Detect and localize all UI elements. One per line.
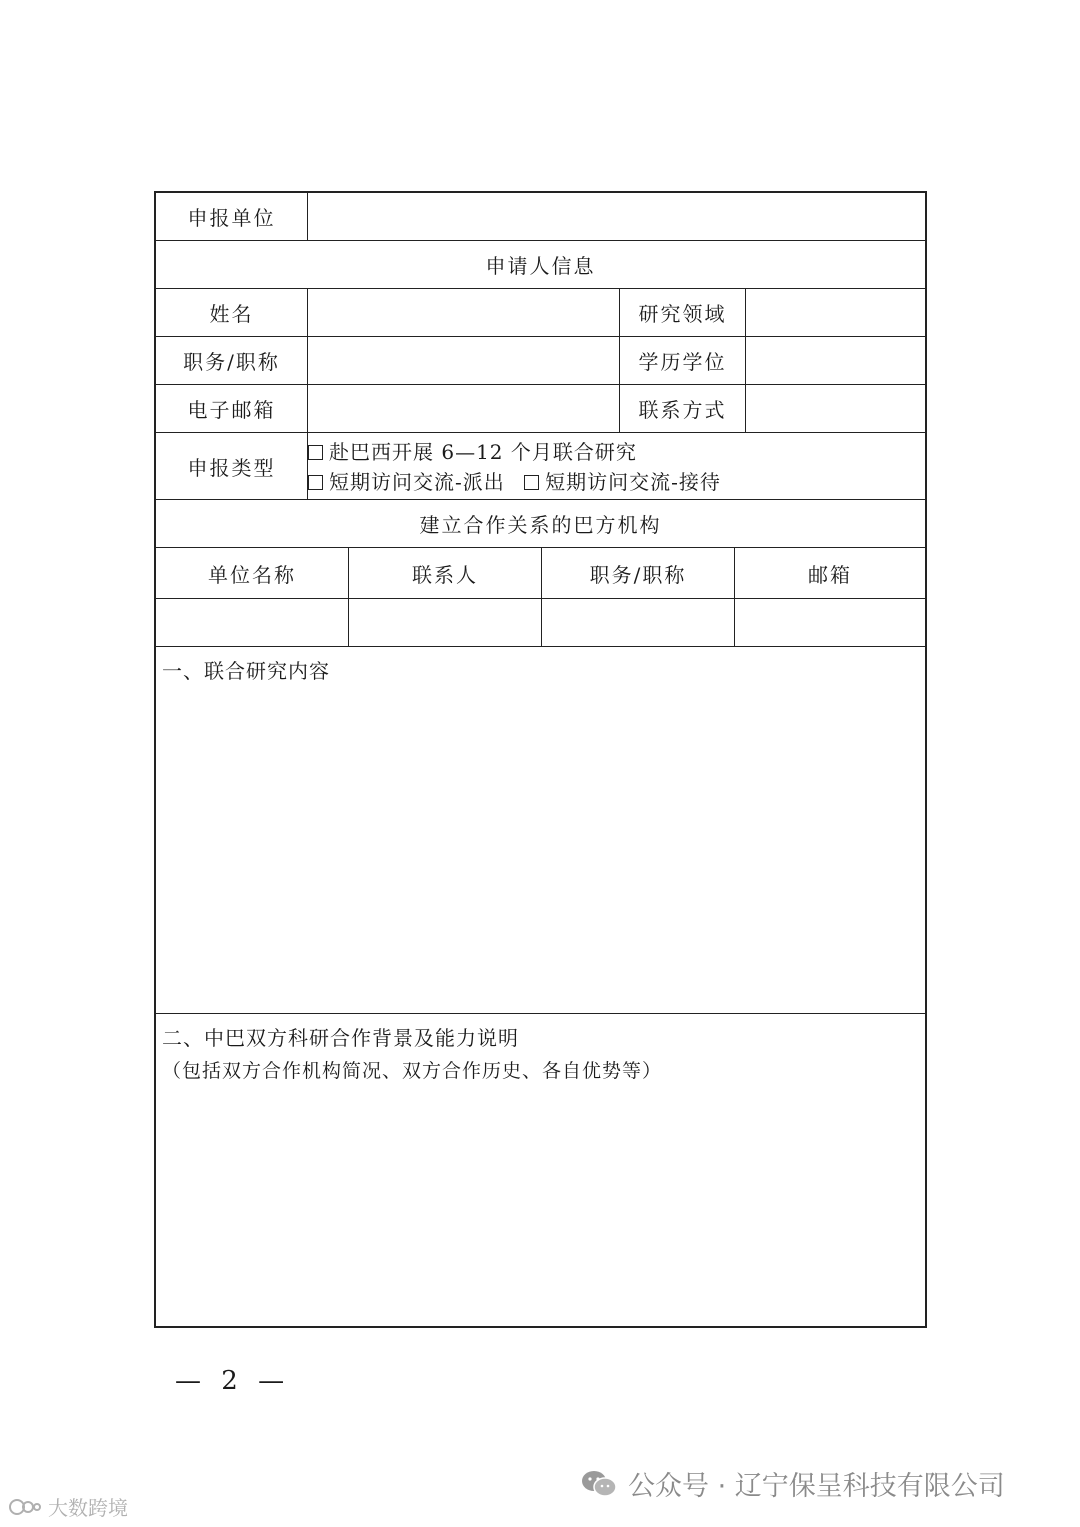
contact-label: 联系方式: [620, 385, 746, 432]
corner-watermark-label: 大数跨境: [48, 1496, 128, 1520]
degree-label: 学历学位: [620, 337, 746, 384]
email-label: 电子邮箱: [156, 385, 308, 432]
partner-col-email: 邮箱: [808, 562, 852, 587]
row-unit: [156, 193, 925, 241]
checkbox-icon[interactable]: [524, 475, 539, 490]
applicant-header: 申请人信息: [485, 254, 596, 278]
checkbox-icon[interactable]: [308, 445, 323, 460]
section2-title: 二、中巴双方科研合作背景及能力说明: [162, 1026, 519, 1050]
unit-label: 申报单位: [156, 193, 308, 240]
row-partner-columns: [156, 548, 925, 599]
row-type: [156, 433, 925, 500]
partner-col-unit: 单位名称: [156, 548, 349, 598]
section2-note: （包括双方合作机构简况、双方合作历史、各自优势等）: [162, 1060, 663, 1082]
logo-icon: [8, 1495, 42, 1519]
unit-input-cell[interactable]: [308, 193, 925, 240]
row-partner-header: [156, 500, 925, 548]
row-title: [156, 337, 925, 385]
partner-col-contact: 联系人: [349, 548, 542, 598]
field-label: 研究领域: [620, 289, 746, 336]
partner-title-input[interactable]: [542, 599, 735, 646]
partner-email-input[interactable]: [735, 599, 925, 646]
type-option-joint-research[interactable]: 赴巴西开展 6—12 个月联合研究: [308, 437, 721, 467]
corner-watermark: [8, 1492, 128, 1521]
section1-title: 一、联合研究内容: [162, 659, 330, 683]
row-applicant-header: [156, 241, 925, 289]
name-input-cell[interactable]: [308, 289, 620, 336]
partner-unit-input[interactable]: [156, 599, 349, 646]
section-background[interactable]: [156, 1014, 925, 1326]
type-option-outbound[interactable]: 短期访问交流-派出: [308, 470, 505, 494]
title-label: 职务/职称: [156, 337, 308, 384]
page-number: — 2 —: [175, 1366, 291, 1396]
partner-col-title: 职务/职称: [542, 548, 735, 598]
partner-header: 建立合作关系的巴方机构: [419, 513, 662, 537]
row-name: [156, 289, 925, 337]
row-partner-inputs: [156, 599, 925, 647]
type-option-inbound[interactable]: 短期访问交流-接待: [524, 470, 721, 494]
degree-input-cell[interactable]: [746, 337, 925, 384]
name-label: 姓名: [156, 289, 308, 336]
partner-contact-input[interactable]: [349, 599, 542, 646]
field-input-cell[interactable]: [746, 289, 925, 336]
email-input-cell[interactable]: [308, 385, 620, 432]
row-email: [156, 385, 925, 433]
section-joint-research[interactable]: [156, 647, 925, 1014]
checkbox-icon[interactable]: [308, 475, 323, 490]
title-input-cell[interactable]: [308, 337, 620, 384]
contact-input-cell[interactable]: [746, 385, 925, 432]
wechat-icon: [580, 1469, 618, 1499]
type-label: 申报类型: [156, 433, 308, 499]
wechat-account-label: 公众号 · 辽宁保呈科技有限公司: [628, 1471, 1005, 1502]
wechat-watermark: [580, 1464, 1005, 1503]
application-form: [154, 191, 927, 1328]
type-options: [308, 437, 721, 497]
